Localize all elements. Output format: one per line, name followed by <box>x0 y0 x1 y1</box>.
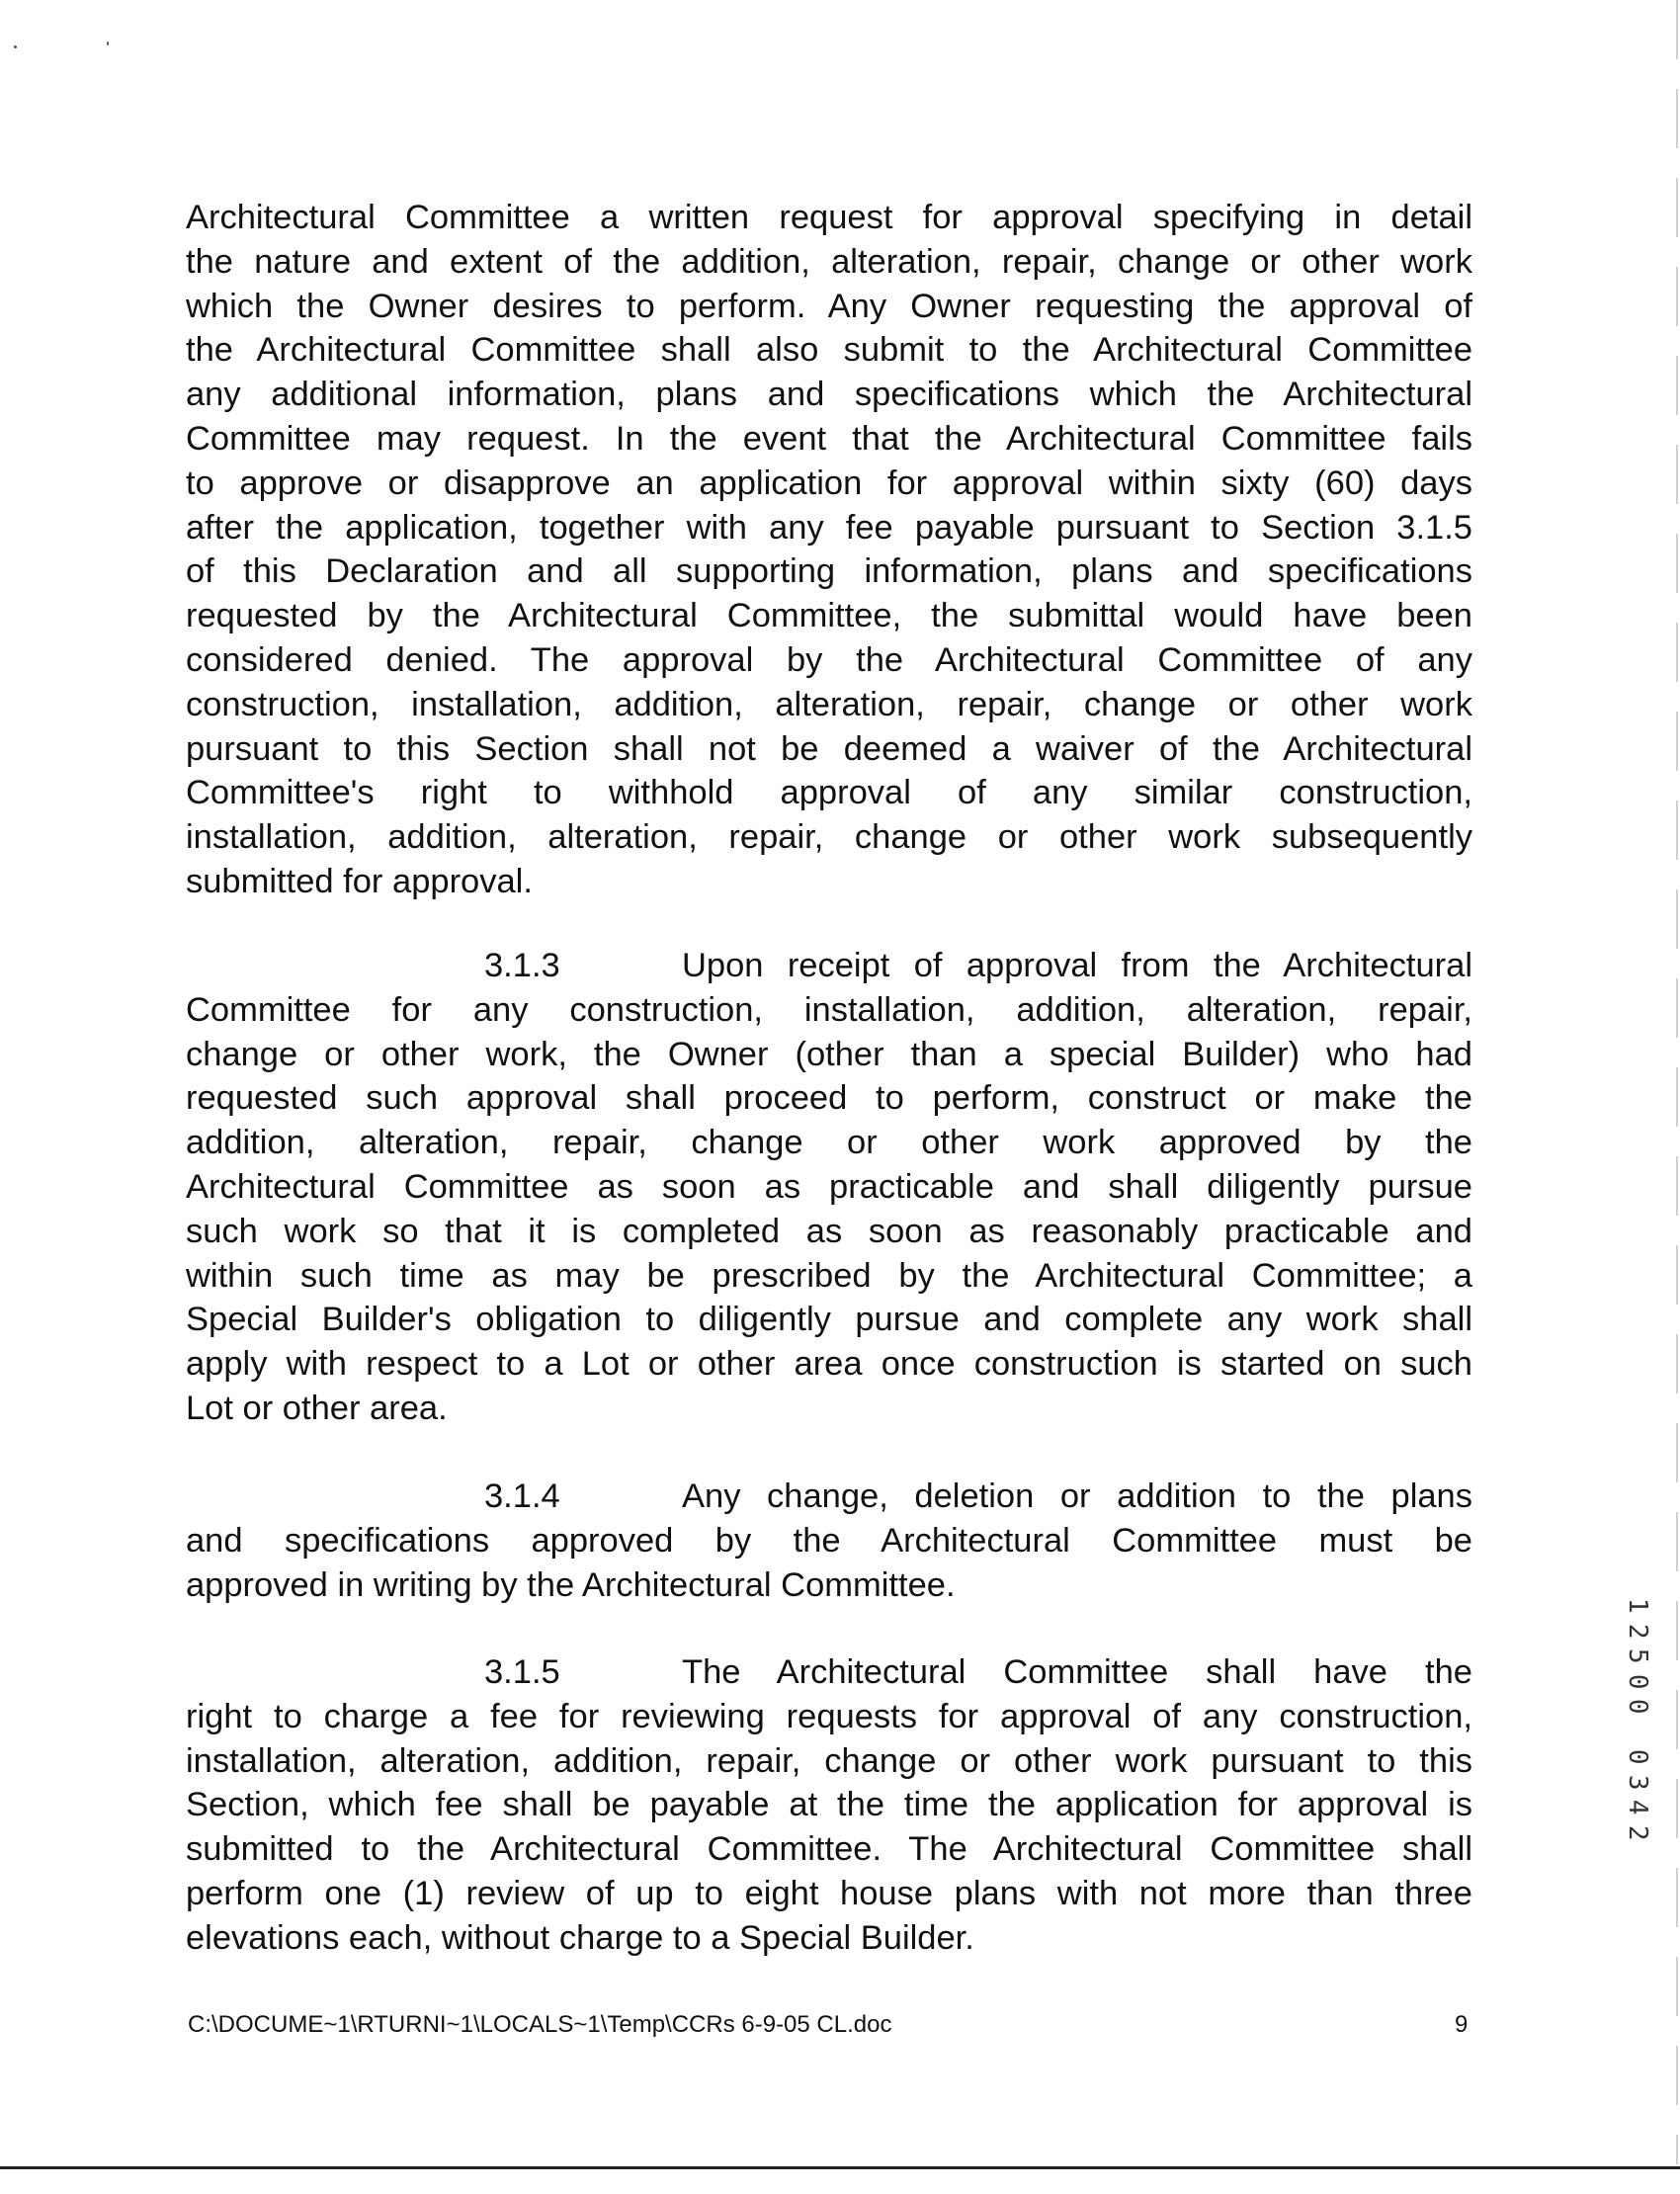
stamp-digit: 4 <box>1622 1799 1652 1815</box>
scan-speck <box>107 42 109 45</box>
text-line: Committee may request. In the event that the Architectural Committee fails <box>186 419 1472 458</box>
section-body <box>186 988 1472 1431</box>
text-line: which the Owner desires to perform. Any Owner requesting the approval of <box>186 287 1472 325</box>
section-3-1-3 <box>186 944 1472 1431</box>
scan-speck <box>14 45 17 48</box>
text-line: approved in writing by the Architectural Committee. <box>186 1565 956 1604</box>
stamp-digit: 3 <box>1622 1774 1652 1791</box>
text-line: construction, installation, addition, alteration, repair, change or other work <box>186 685 1472 723</box>
page-bottom-rule <box>0 2166 1680 2169</box>
section-first-line <box>186 1475 1472 1519</box>
text-line: considered denied. The approval by the Architectural Committee of any <box>186 640 1472 679</box>
text-line: perform one (1) review of up to eight house plans with not more than three <box>186 1874 1472 1912</box>
text-line: Architectural Committee as soon as practicable and shall diligently pursue <box>186 1167 1472 1206</box>
section-body <box>186 1519 1472 1608</box>
stamp-digit: 0 <box>1622 1698 1652 1715</box>
text-line: Special Builder's obligation to diligently pursue and complete any work shall <box>186 1301 1472 1339</box>
text-line: of this Declaration and all supporting information, plans and specifications <box>186 552 1472 591</box>
text-line: requested by the Architectural Committee, the submittal would have been <box>186 597 1472 635</box>
text-line: such work so that it is completed as soon as reasonably practicable and <box>186 1212 1472 1250</box>
text-line: Section, which fee shall be payable at the time the application for approval is <box>186 1786 1472 1824</box>
text-line: the nature and extent of the addition, alteration, repair, change or other work <box>186 242 1472 281</box>
page-number: 9 <box>1455 2011 1469 2038</box>
section-3-1-5 <box>186 1650 1472 1961</box>
stamp-digit: 0 <box>1622 1673 1652 1690</box>
text-line: pursuant to this Section shall not be deemed a waiver of the Architectural <box>186 729 1472 768</box>
stamp-digit: 1 <box>1622 1597 1652 1614</box>
text-line: requested such approval shall proceed to perform, construct or make the <box>186 1079 1472 1118</box>
text-line: addition, alteration, repair, change or other work approved by the <box>186 1124 1472 1162</box>
text-line: within such time as may be prescribed by the Architectural Committee; a <box>186 1256 1472 1295</box>
text-line: any additional information, plans and specifications which the Architectural <box>186 376 1472 414</box>
text-line: change or other work, the Owner (other than a special Builder) who had <box>186 1035 1472 1073</box>
text-line: Committee for any construction, installation, addition, alteration, repair, <box>186 990 1472 1029</box>
text-line: submitted for approval. <box>186 862 533 900</box>
text-line: installation, alteration, addition, repair, change or other work pursuant to this <box>186 1741 1472 1780</box>
text-line: after the application, together with any fee payable pursuant to Section 3.1.5 <box>186 508 1472 547</box>
stamp-digit: 0 <box>1622 1748 1652 1765</box>
text-line: to approve or disapprove an application for approval within sixty (60) days <box>186 464 1472 502</box>
text-line: right to charge a fee for reviewing requests for approval of any construction, <box>186 1697 1472 1735</box>
section-3-1-4 <box>186 1475 1472 1607</box>
section-first-line-text: Upon receipt of approval from the Architectural <box>682 947 1472 984</box>
text-line: submitted to the Architectural Committee. The Architectural Committee shall <box>186 1830 1472 1869</box>
text-line: Committee's right to withhold approval of any similar construction, <box>186 774 1472 812</box>
section-body <box>186 1695 1472 1961</box>
footer-file-path: C:\DOCUME~1\RTURNI~1\LOCALS~1\Temp\CCRs 6-9-05 CL.doc <box>188 2011 892 2038</box>
text-line: Architectural Committee a written request for approval specifying in detail <box>186 199 1472 236</box>
scan-edge-line <box>1676 0 1678 2164</box>
section-first-line <box>186 1650 1472 1695</box>
text-line: the Architectural Committee shall also submit to the Architectural Committee <box>186 331 1472 370</box>
text-line: elevations each, without charge to a Special Builder. <box>186 1918 974 1957</box>
stamp-digit: 2 <box>1622 1824 1652 1841</box>
text-line: installation, addition, alteration, repair, change or other work subsequently <box>186 818 1472 857</box>
section-first-line-text: Any change, deletion or addition to the plans <box>682 1477 1472 1515</box>
text-line: apply with respect to a Lot or other area once construction is started on such <box>186 1345 1472 1384</box>
text-line: and specifications approved by the Architectural Committee must be <box>186 1521 1472 1560</box>
text-line: Lot or other area. <box>186 1389 448 1427</box>
section-number: 3.1.5 <box>484 1653 560 1691</box>
document-stamp-number <box>1616 1593 1659 1845</box>
section-number: 3.1.4 <box>484 1477 560 1515</box>
paragraph-continuation <box>186 196 1472 904</box>
stamp-digit: 2 <box>1622 1623 1652 1640</box>
section-first-line <box>186 944 1472 988</box>
section-first-line-text: The Architectural Committee shall have the <box>682 1653 1472 1691</box>
stamp-digit: 5 <box>1622 1647 1652 1664</box>
section-number: 3.1.3 <box>484 947 560 984</box>
